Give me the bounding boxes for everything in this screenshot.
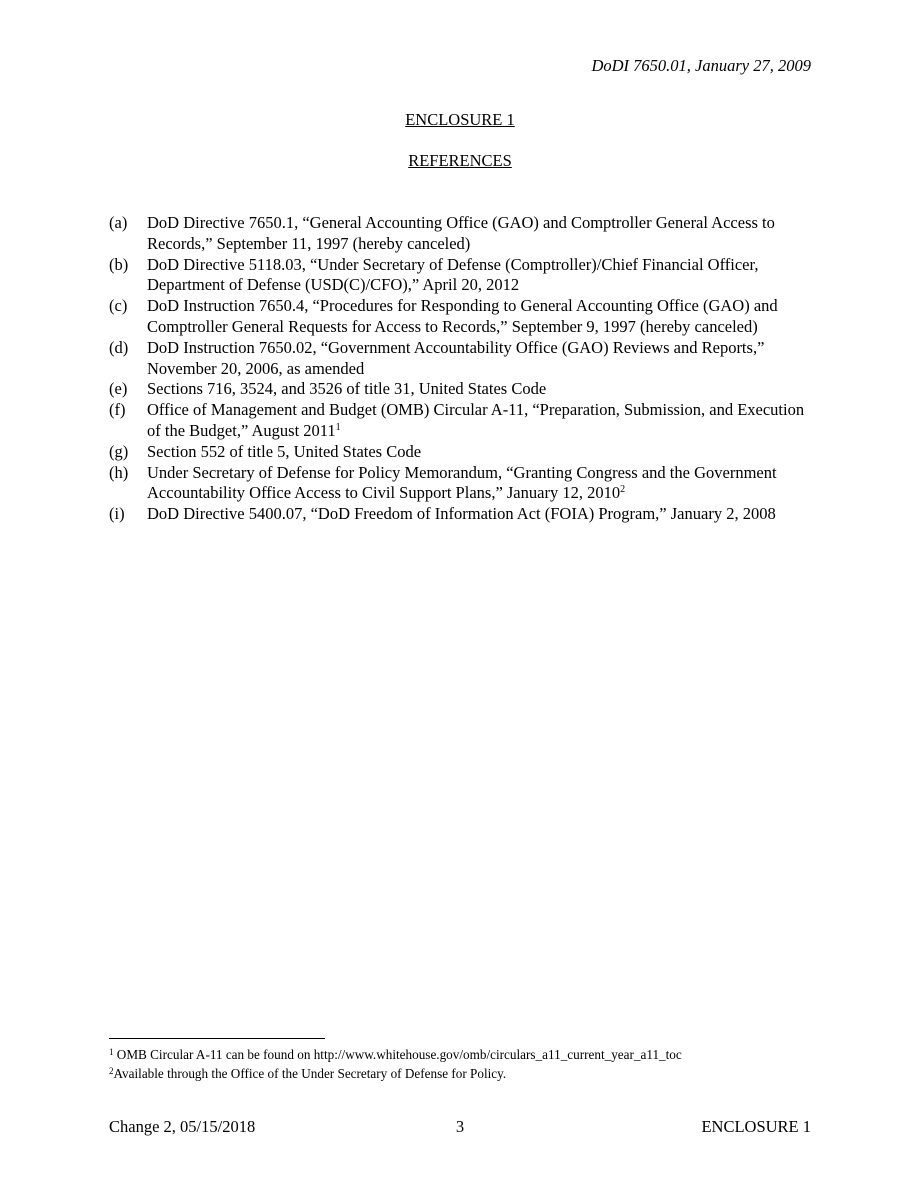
- reference-text: DoD Directive 7650.1, “General Accounting Office (GAO) and Comptroller General Access to Records,” September 11, 1997 (hereby canceled): [147, 213, 775, 253]
- reference-item-e: [109, 379, 814, 400]
- reference-letter: (d): [109, 337, 129, 357]
- footnote-text: Available through the Office of the Under Secretary of Defense for Policy.: [113, 1065, 507, 1081]
- footnote-2: [109, 1065, 814, 1084]
- reference-letter: (a): [109, 213, 128, 232]
- footnote-divider: [109, 1038, 325, 1039]
- reference-item-d: [109, 338, 814, 380]
- reference-letter: (e): [109, 379, 128, 399]
- reference-item-h: [109, 463, 814, 505]
- reference-text: DoD Directive 5118.03, “Under Secretary of Defense (Comptroller)/Chief Financial Officer, Department of Defense (USD(C)/CFO),” April 20, 2012: [147, 254, 759, 295]
- enclosure-title: ENCLOSURE 1: [405, 110, 515, 129]
- reference-item-b: [109, 255, 814, 297]
- reference-letter: (g): [109, 441, 129, 461]
- reference-item-g: [109, 442, 814, 463]
- reference-letter: (h): [109, 462, 129, 482]
- reference-item-c: [109, 296, 814, 338]
- footer-enclosure: ENCLOSURE 1: [701, 1117, 811, 1136]
- reference-letter: (c): [109, 296, 128, 316]
- reference-text: Section 552 of title 5, United States Code: [147, 441, 422, 461]
- reference-text-container: [147, 463, 814, 505]
- reference-item-i: [109, 504, 814, 525]
- reference-letter: (i): [109, 504, 125, 524]
- references-list: [109, 213, 814, 525]
- footnote-ref-1[interactable]: 1: [335, 421, 341, 433]
- reference-letter: (f): [109, 400, 126, 420]
- reference-text: DoD Directive 5400.07, “DoD Freedom of Information Act (FOIA) Program,” January 2, 2008: [147, 504, 776, 524]
- reference-text: Office of Management and Budget (OMB) Circular A-11, “Preparation, Submission, and Execution of the Budget,” August 2011: [147, 400, 805, 440]
- footnote-mark: 2: [109, 1065, 114, 1076]
- footer-page-number: 3: [455, 1117, 465, 1136]
- reference-item-a: [109, 213, 814, 255]
- footnote-mark: 1: [109, 1047, 114, 1057]
- reference-item-f: [109, 400, 814, 442]
- footer-change-date: Change 2, 05/15/2018: [109, 1117, 256, 1136]
- reference-text: Under Secretary of Defense for Policy Memorandum, “Granting Congress and the Government Accountability Office Access to Civil Support Plans,” January 12, 2010: [147, 462, 777, 503]
- page-footer: [109, 1117, 811, 1139]
- footnote-1: [109, 1046, 814, 1065]
- reference-text: DoD Instruction 7650.02, “Government Accountability Office (GAO) Reviews and Reports,” November 20, 2006, as amended: [147, 337, 765, 378]
- references-title: REFERENCES: [408, 151, 512, 170]
- reference-letter: (b): [109, 254, 129, 274]
- footnote-ref-2[interactable]: 2: [620, 484, 626, 496]
- footnotes: [109, 1046, 814, 1083]
- reference-text-container: [147, 400, 814, 442]
- document-header: DoDI 7650.01, January 27, 2009: [591, 56, 811, 75]
- reference-text: Sections 716, 3524, and 3526 of title 31, United States Code: [147, 379, 547, 399]
- footnote-text: OMB Circular A-11 can be found on http://www.whitehouse.gov/omb/circulars_a11_current_year_a11_toc: [113, 1047, 682, 1062]
- reference-text: DoD Instruction 7650.4, “Procedures for Responding to General Accounting Office (GAO) and Comptroller General Requests for Access to Records,” September 9, 1997 (hereby canceled): [147, 296, 778, 336]
